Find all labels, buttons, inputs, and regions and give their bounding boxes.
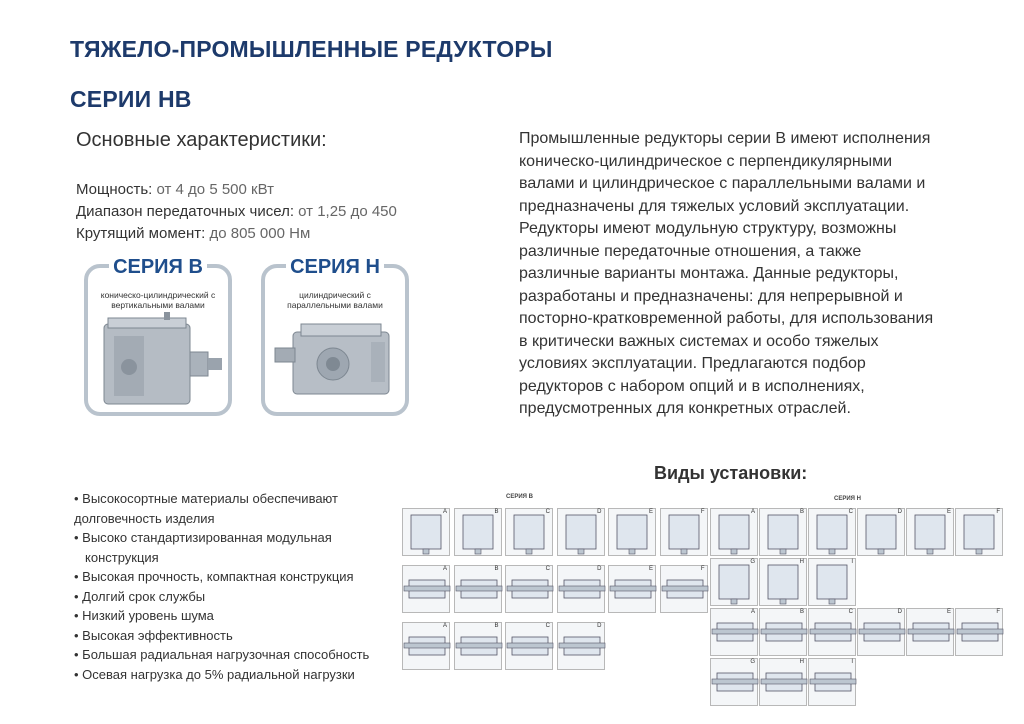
mounting-diagram xyxy=(505,508,553,556)
mounting-position-label: H xyxy=(799,559,804,565)
gearbox-outline-icon xyxy=(809,659,857,707)
mounting-diagram xyxy=(808,608,856,656)
gearbox-outline-icon xyxy=(711,609,759,657)
mounting-position-label: A xyxy=(442,623,447,629)
spec-power-label: Мощность: xyxy=(76,181,153,198)
spec-torque xyxy=(76,225,310,242)
series-b-subtitle: коническо-цилиндрический с вертикальными валами xyxy=(100,290,216,310)
mounting-diagram xyxy=(857,508,905,556)
gearbox-outline-icon xyxy=(558,509,606,557)
mounting-position-label: I xyxy=(851,559,853,565)
mounting-diagram xyxy=(402,565,450,613)
mounting-position-label: C xyxy=(545,509,550,515)
mounting-diagram xyxy=(505,565,553,613)
mounting-diagram xyxy=(759,658,807,706)
gearbox-outline-icon xyxy=(760,609,808,657)
installation-title: Виды установки: xyxy=(654,463,808,483)
gearbox-outline-icon xyxy=(907,509,955,557)
mounting-position-label: A xyxy=(442,509,447,515)
mounting-diagram xyxy=(906,608,954,656)
mounting-diagram xyxy=(808,658,856,706)
mounting-position-label: A xyxy=(750,509,755,515)
mounting-diagram xyxy=(759,508,807,556)
gearbox-outline-icon xyxy=(760,509,808,557)
mounting-diagram xyxy=(557,508,605,556)
mounting-position-label: E xyxy=(946,509,951,515)
mounting-position-label: B xyxy=(494,623,499,629)
spec-ratio-label: Диапазон передаточных чисел: xyxy=(76,203,294,220)
gearbox-outline-icon xyxy=(609,566,657,614)
mounting-position-label: B xyxy=(494,566,499,572)
feature-item: • Низкий уровень шума xyxy=(74,608,214,623)
mounting-diagram xyxy=(402,508,450,556)
gearbox-outline-icon xyxy=(506,623,554,671)
mounting-position-label: C xyxy=(545,623,550,629)
gearbox-outline-icon xyxy=(661,566,709,614)
mounting-position-label: F xyxy=(700,509,705,515)
gearbox-outline-icon xyxy=(711,659,759,707)
feature-item: • Высоко стандартизированная модульная конструкция xyxy=(74,530,332,565)
gearbox-outline-icon xyxy=(506,566,554,614)
gearbox-outline-icon xyxy=(558,566,606,614)
mounting-position-label: F xyxy=(996,609,1000,615)
gearbox-outline-icon xyxy=(711,509,759,557)
mounting-position-label: E xyxy=(648,509,653,515)
gearbox-outline-icon xyxy=(809,509,857,557)
mounting-position-label: E xyxy=(648,566,653,572)
series-b-title: СЕРИЯ В xyxy=(109,256,207,278)
feature-item: • Долгий срок службы xyxy=(74,588,206,604)
gearbox-b-image xyxy=(94,312,230,412)
gearbox-outline-icon xyxy=(956,509,1004,557)
mounting-position-label: D xyxy=(597,509,602,515)
mounting-diagram xyxy=(454,565,502,613)
mounting-diagram xyxy=(759,558,807,606)
feature-item: • Высокая эффективность xyxy=(74,627,233,643)
mounting-diagram xyxy=(660,508,708,556)
gearbox-outline-icon xyxy=(809,559,857,607)
mounting-position-label: I xyxy=(851,659,853,665)
mounting-diagram xyxy=(608,565,656,613)
feature-item: • Высокосортные материалы обеспечивают xyxy=(74,491,338,506)
mounting-diagram xyxy=(402,622,450,670)
mounting-diagram xyxy=(759,608,807,656)
mounting-position-label: D xyxy=(597,566,602,572)
gearbox-outline-icon xyxy=(760,659,808,707)
mounting-position-label: D xyxy=(597,623,602,629)
mounting-diagram xyxy=(955,608,1003,656)
series-h-card xyxy=(261,256,409,416)
mounting-position-label: B xyxy=(799,609,804,615)
gearbox-outline-icon xyxy=(403,566,451,614)
gearbox-outline-icon xyxy=(455,509,503,557)
series-h-subtitle: цилиндрический с параллельными валами xyxy=(287,290,383,310)
mounting-diagram xyxy=(505,622,553,670)
gearbox-outline-icon xyxy=(858,509,906,557)
mounting-diagram xyxy=(557,565,605,613)
mounting-diagram xyxy=(857,608,905,656)
specs-heading: Основные характеристики: xyxy=(76,129,327,151)
mounting-diagram xyxy=(454,508,502,556)
gearbox-outline-icon xyxy=(907,609,955,657)
mounting-position-label: F xyxy=(996,509,1000,515)
gearbox-outline-icon xyxy=(956,609,1004,657)
feature-item: • Высокая прочность, компактная конструкция xyxy=(74,569,354,584)
gearbox-outline-icon xyxy=(760,559,808,607)
page-title-line-1: ТЯЖЕЛО-ПРОМЫШЛЕННЫЕ РЕДУКТОРЫ xyxy=(70,36,553,62)
spec-power xyxy=(76,181,274,198)
gearbox-outline-icon xyxy=(711,559,759,607)
page-title-line-2: СЕРИИ HB xyxy=(70,86,192,112)
series-h-diagram-label: СЕРИЯ Н xyxy=(834,496,861,502)
series-h-title: СЕРИЯ Н xyxy=(286,256,384,278)
gearbox-outline-icon xyxy=(403,623,451,671)
gearbox-outline-icon xyxy=(403,509,451,557)
gearbox-outline-icon xyxy=(455,623,503,671)
mounting-position-label: C xyxy=(848,609,853,615)
mounting-position-label: G xyxy=(750,659,755,665)
mounting-position-label: D xyxy=(897,509,902,515)
spec-torque-value: до 805 000 Нм xyxy=(205,225,311,242)
gearbox-outline-icon xyxy=(506,509,554,557)
gearbox-outline-icon xyxy=(609,509,657,557)
spec-torque-label: Крутящий момент: xyxy=(76,225,206,242)
mounting-diagram xyxy=(660,565,708,613)
series-b-card xyxy=(84,256,232,416)
gearbox-h-image xyxy=(271,312,407,412)
mounting-diagram xyxy=(454,622,502,670)
spec-ratio-value: от 1,25 до 450 xyxy=(293,203,397,220)
mounting-diagram xyxy=(557,622,605,670)
mounting-position-label: A xyxy=(442,566,447,572)
mounting-diagram xyxy=(808,558,856,606)
feature-item: • Большая радиальная нагрузочная способность xyxy=(74,647,370,662)
gearbox-outline-icon xyxy=(661,509,709,557)
gearbox-outline-icon xyxy=(809,609,857,657)
gearbox-outline-icon xyxy=(858,609,906,657)
spec-power-value: от 4 до 5 500 кВт xyxy=(152,181,274,198)
mounting-position-label: B xyxy=(799,509,804,515)
gearbox-outline-icon xyxy=(455,566,503,614)
mounting-position-label: H xyxy=(799,659,804,665)
gearbox-outline-icon xyxy=(558,623,606,671)
description-paragraph: Промышленные редукторы серии В имеют исполнения коническо-цилиндрическое с перпендикулярными валами и цилиндрическое с параллельными валами и предназначены для тяжелых условий эксплуатации. Редукторы имеют модульную структуру, возможны различные передаточные отношения, а также различные варианты монтажа. Данные редукторы, разработаны и предназначены: для непрерывной и посторно-кратковременной работы, для использования в критически важных системах и особо тяжелых условиях эксплуатации. Предлагаются подбор редукторов с набором опций и в исполнениях, предусмотренных для конкретных отраслей. xyxy=(519,130,934,417)
mounting-position-label: G xyxy=(750,559,755,565)
feature-item: • Осевая нагрузка до 5% радиальной нагрузки xyxy=(74,666,355,682)
mounting-position-label: C xyxy=(848,509,853,515)
mounting-diagram xyxy=(808,508,856,556)
mounting-position-label: D xyxy=(897,609,902,615)
mounting-diagram xyxy=(710,608,758,656)
mounting-diagram xyxy=(608,508,656,556)
series-b-diagram-label: СЕРИЯ В xyxy=(506,494,533,500)
mounting-diagram xyxy=(955,508,1003,556)
mounting-diagram xyxy=(710,558,758,606)
features-list xyxy=(74,489,394,684)
mounting-position-label: A xyxy=(750,609,755,615)
mounting-diagram xyxy=(710,658,758,706)
feature-item: долговечность изделия xyxy=(74,510,215,526)
mounting-position-label: F xyxy=(700,566,705,572)
mounting-position-label: E xyxy=(946,609,951,615)
mounting-position-label: C xyxy=(545,566,550,572)
spec-ratio xyxy=(76,203,397,220)
mounting-diagram xyxy=(710,508,758,556)
mounting-diagram xyxy=(906,508,954,556)
mounting-position-label: B xyxy=(494,509,499,515)
